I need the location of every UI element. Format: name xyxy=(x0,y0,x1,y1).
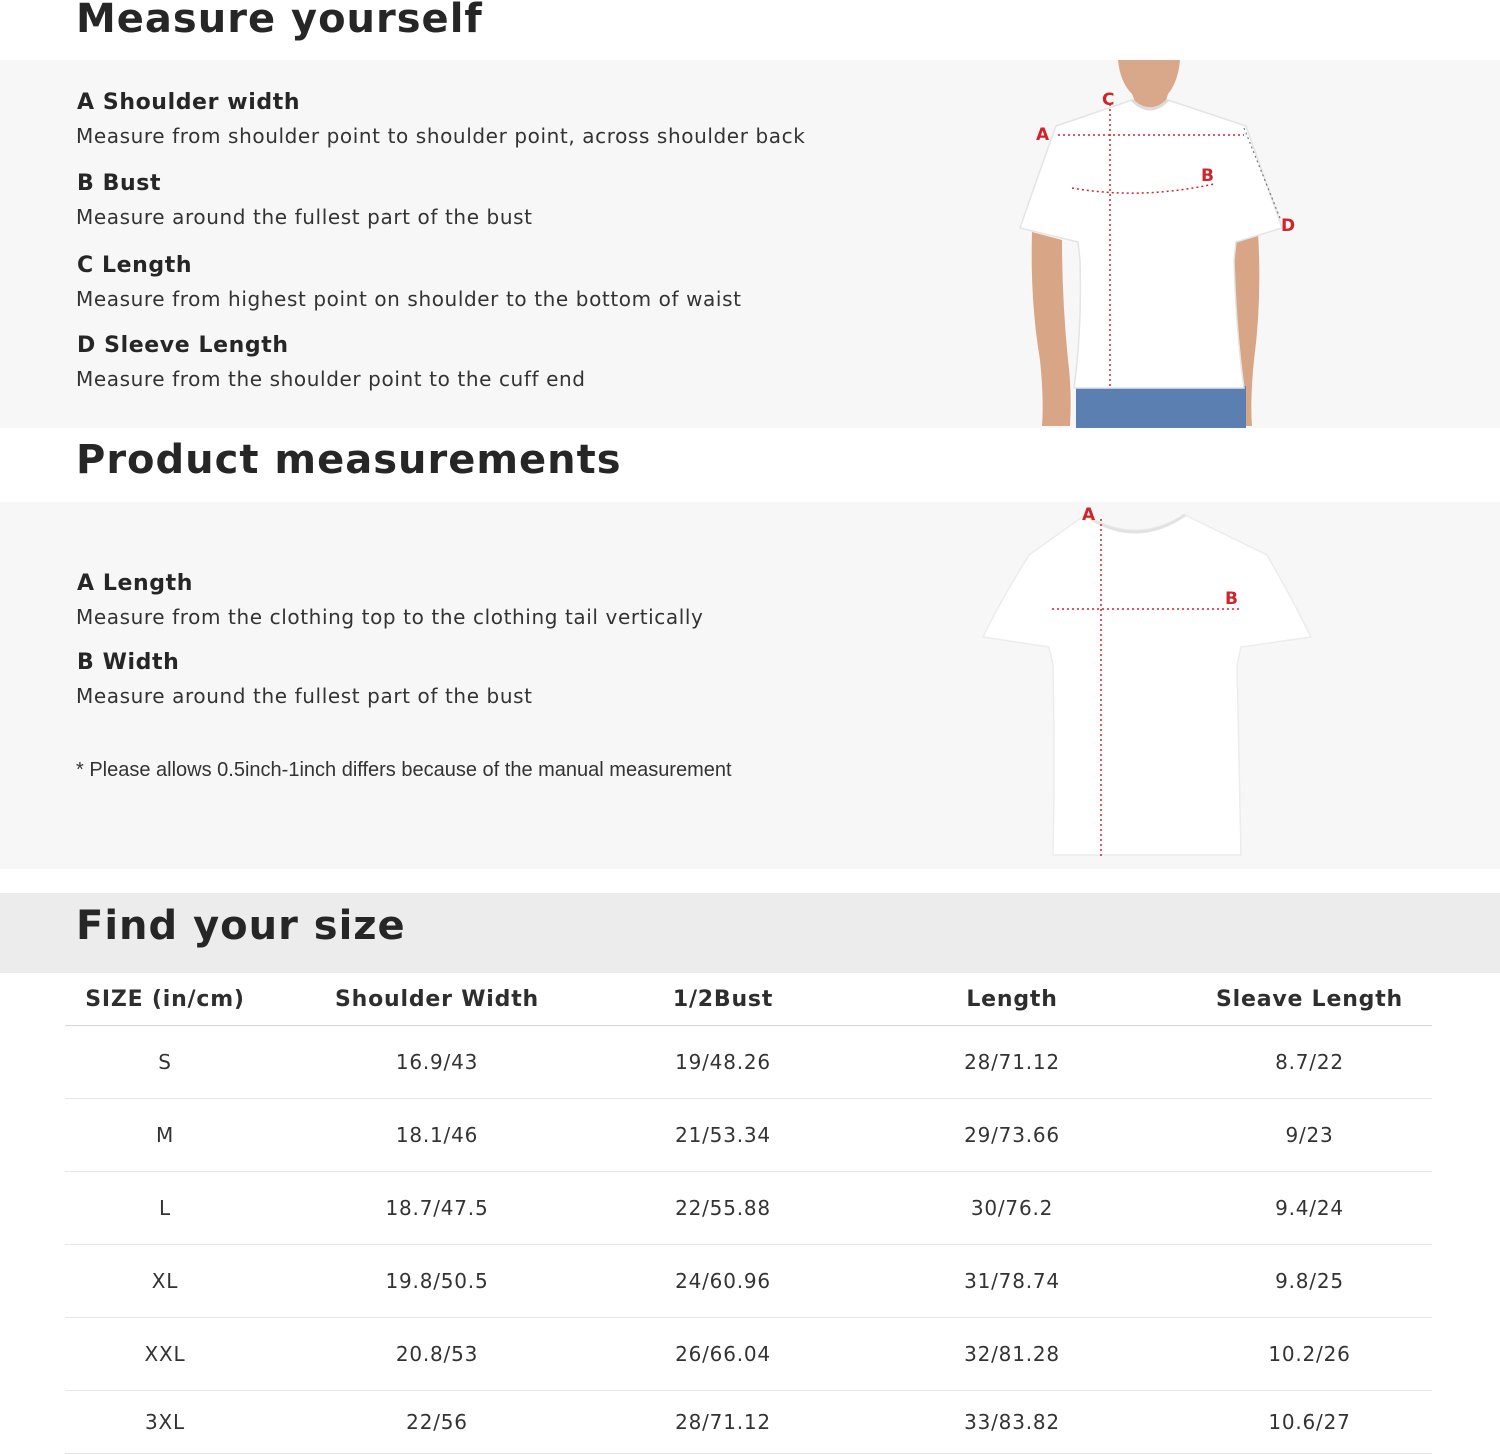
cell-size: S xyxy=(65,1026,265,1099)
measure-item-title: D Sleeve Length xyxy=(77,333,289,358)
cell-size: XXL xyxy=(65,1318,265,1391)
measure-item-title: B Bust xyxy=(77,171,162,196)
figure-label-d: D xyxy=(1281,216,1296,236)
table-row xyxy=(65,1026,1432,1099)
model-tshirt-figure xyxy=(1000,60,1320,428)
cell-sleeve-length: 10.2/26 xyxy=(1187,1318,1432,1391)
measure-yourself-title: Measure yourself xyxy=(76,0,483,42)
cell-shoulder-width: 18.7/47.5 xyxy=(265,1172,609,1245)
figure-label-c: C xyxy=(1102,90,1115,110)
cell-sleeve-length: 9/23 xyxy=(1187,1099,1432,1172)
measure-item-title: C Length xyxy=(77,253,193,278)
cell-half-bust: 26/66.04 xyxy=(609,1318,837,1391)
table-row xyxy=(65,1391,1432,1454)
cell-sleeve-length: 9.8/25 xyxy=(1187,1245,1432,1318)
product-item-title: A Length xyxy=(77,571,194,596)
cell-half-bust: 28/71.12 xyxy=(609,1391,837,1454)
cell-length: 30/76.2 xyxy=(837,1172,1187,1245)
cell-half-bust: 24/60.96 xyxy=(609,1245,837,1318)
cell-shoulder-width: 20.8/53 xyxy=(265,1318,609,1391)
column-header-shoulder-width: Shoulder Width xyxy=(265,973,609,1026)
measure-item-title: A Shoulder width xyxy=(77,90,301,115)
cell-shoulder-width: 19.8/50.5 xyxy=(265,1245,609,1318)
cell-shoulder-width: 18.1/46 xyxy=(265,1099,609,1172)
column-header-sleeve-length: Sleave Length xyxy=(1187,973,1432,1026)
cell-size: L xyxy=(65,1172,265,1245)
cell-sleeve-length: 10.6/27 xyxy=(1187,1391,1432,1454)
cell-length: 28/71.12 xyxy=(837,1026,1187,1099)
cell-size: XL xyxy=(65,1245,265,1318)
table-row xyxy=(65,1172,1432,1245)
figure-label-b: B xyxy=(1201,166,1214,186)
product-item-title: B Width xyxy=(77,650,180,675)
find-your-size-header xyxy=(0,893,1500,973)
cell-half-bust: 21/53.34 xyxy=(609,1099,837,1172)
measure-item-desc: Measure around the fullest part of the bust xyxy=(76,205,533,229)
cell-length: 31/78.74 xyxy=(837,1245,1187,1318)
size-table-header-row xyxy=(65,973,1432,1026)
find-your-size-title: Find your size xyxy=(76,903,406,949)
cell-half-bust: 19/48.26 xyxy=(609,1026,837,1099)
cell-length: 33/83.82 xyxy=(837,1391,1187,1454)
flat-tshirt-figure xyxy=(975,505,1320,860)
size-table xyxy=(65,973,1432,1454)
product-measurements-title: Product measurements xyxy=(76,437,622,483)
column-header-size: SIZE (in/cm) xyxy=(65,973,265,1026)
table-row xyxy=(65,1318,1432,1391)
measure-item-desc: Measure from highest point on shoulder to the bottom of waist xyxy=(76,287,742,311)
cell-size: M xyxy=(65,1099,265,1172)
product-item-desc: Measure around the fullest part of the bust xyxy=(76,684,533,708)
column-header-length: Length xyxy=(837,973,1187,1026)
measure-item-desc: Measure from the shoulder point to the cuff end xyxy=(76,367,586,391)
figure-label-a: A xyxy=(1082,505,1096,525)
cell-length: 32/81.28 xyxy=(837,1318,1187,1391)
cell-shoulder-width: 22/56 xyxy=(265,1391,609,1454)
product-item-desc: Measure from the clothing top to the clothing tail vertically xyxy=(76,605,704,629)
column-header-half-bust: 1/2Bust xyxy=(609,973,837,1026)
cell-shoulder-width: 16.9/43 xyxy=(265,1026,609,1099)
cell-sleeve-length: 9.4/24 xyxy=(1187,1172,1432,1245)
cell-size: 3XL xyxy=(65,1391,265,1454)
figure-label-b: B xyxy=(1225,589,1238,609)
cell-half-bust: 22/55.88 xyxy=(609,1172,837,1245)
figure-label-a: A xyxy=(1036,125,1050,145)
cell-length: 29/73.66 xyxy=(837,1099,1187,1172)
table-row xyxy=(65,1245,1432,1318)
cell-sleeve-length: 8.7/22 xyxy=(1187,1026,1432,1099)
measure-item-desc: Measure from shoulder point to shoulder point, across shoulder back xyxy=(76,124,806,148)
measurement-note: * Please allows 0.5inch-1inch differs because of the manual measurement xyxy=(76,759,732,781)
table-row xyxy=(65,1099,1432,1172)
